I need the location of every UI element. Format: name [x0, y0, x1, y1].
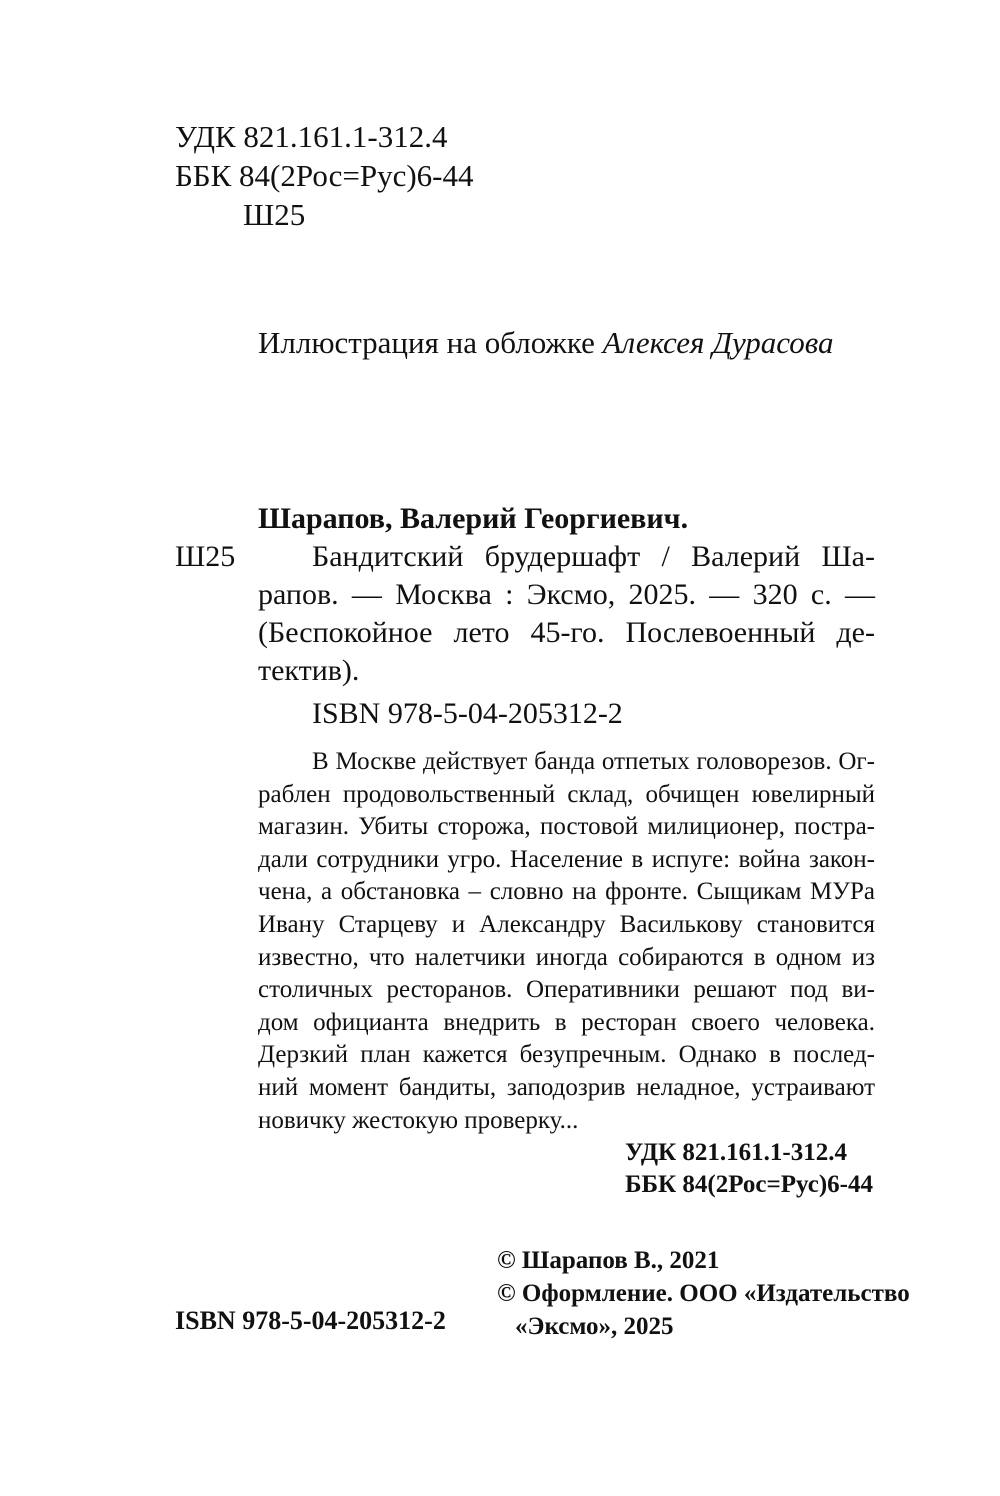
footer-bbk-code: ББК 84(2Рос=Рус)6-44: [625, 1171, 873, 1198]
annotation-line: магазин. Убиты сторожа, постовой милиционер, постра-: [258, 813, 875, 841]
copyright-design: © Оформление. ООО «Издательство: [497, 1280, 910, 1307]
bbk-code: ББК 84(2Рос=Рус)6-44: [175, 158, 474, 193]
annotation-line: новичку жестокую проверку...: [258, 1106, 579, 1134]
catalog-mark: Ш25: [175, 540, 236, 573]
udk-code: УДК 821.161.1-312.4: [175, 119, 448, 154]
annotation-line: В Москве действует банда отпетых головорезов. Ог-: [312, 748, 875, 775]
copyright-publisher: «Эксмо», 2025: [515, 1313, 674, 1340]
catalog-isbn: ISBN 978-5-04-205312-2: [312, 697, 623, 730]
footer-udk-code: УДК 821.161.1-312.4: [625, 1139, 847, 1166]
annotation-line: Дерзкий план кажется безупречным. Однако в послед-: [258, 1041, 875, 1069]
annotation-line: столичных ресторанов. Оперативники решают под ви-: [258, 976, 875, 1004]
illustration-artist: Алексея Дурасова: [602, 325, 834, 360]
annotation-line: известно, что налетчики иногда собираются в одном из: [258, 943, 875, 971]
catalog-description-line: Бандитский брудершафт / Валерий Ша-: [312, 540, 875, 573]
catalog-author: Шарапов, Валерий Георгиевич.: [258, 502, 689, 535]
catalog-description-line: тектив).: [258, 654, 360, 687]
illustration-credit-prefix: Иллюстрация на обложке: [258, 325, 595, 360]
illustration-credit: [258, 324, 834, 362]
annotation-line: дом официанта внедрить в ресторан своего человека.: [258, 1008, 875, 1036]
author-mark: Ш25: [243, 197, 306, 232]
catalog-description-line: рапов. — Москва : Эксмо, 2025. — 320 с. —: [258, 578, 875, 611]
annotation-line: ний момент бандиты, заподозрив неладное, устраивают: [258, 1074, 875, 1101]
annotation-line: Ивану Старцеву и Александру Василькову становится: [258, 911, 875, 938]
annotation-line: дали сотрудники угро. Население в испуге: война закон-: [258, 845, 875, 873]
footer-isbn: ISBN 978-5-04-205312-2: [175, 1306, 446, 1335]
copyright-author: © Шарапов В., 2021: [497, 1247, 720, 1274]
annotation-line: чена, а обстановка – словно на фронте. Сыщикам МУРа: [258, 878, 875, 906]
annotation-line: раблен продовольственный склад, обчищен ювелирный: [258, 780, 875, 808]
catalog-description-line: (Беспокойное лето 45-го. Послевоенный де-: [258, 616, 875, 649]
